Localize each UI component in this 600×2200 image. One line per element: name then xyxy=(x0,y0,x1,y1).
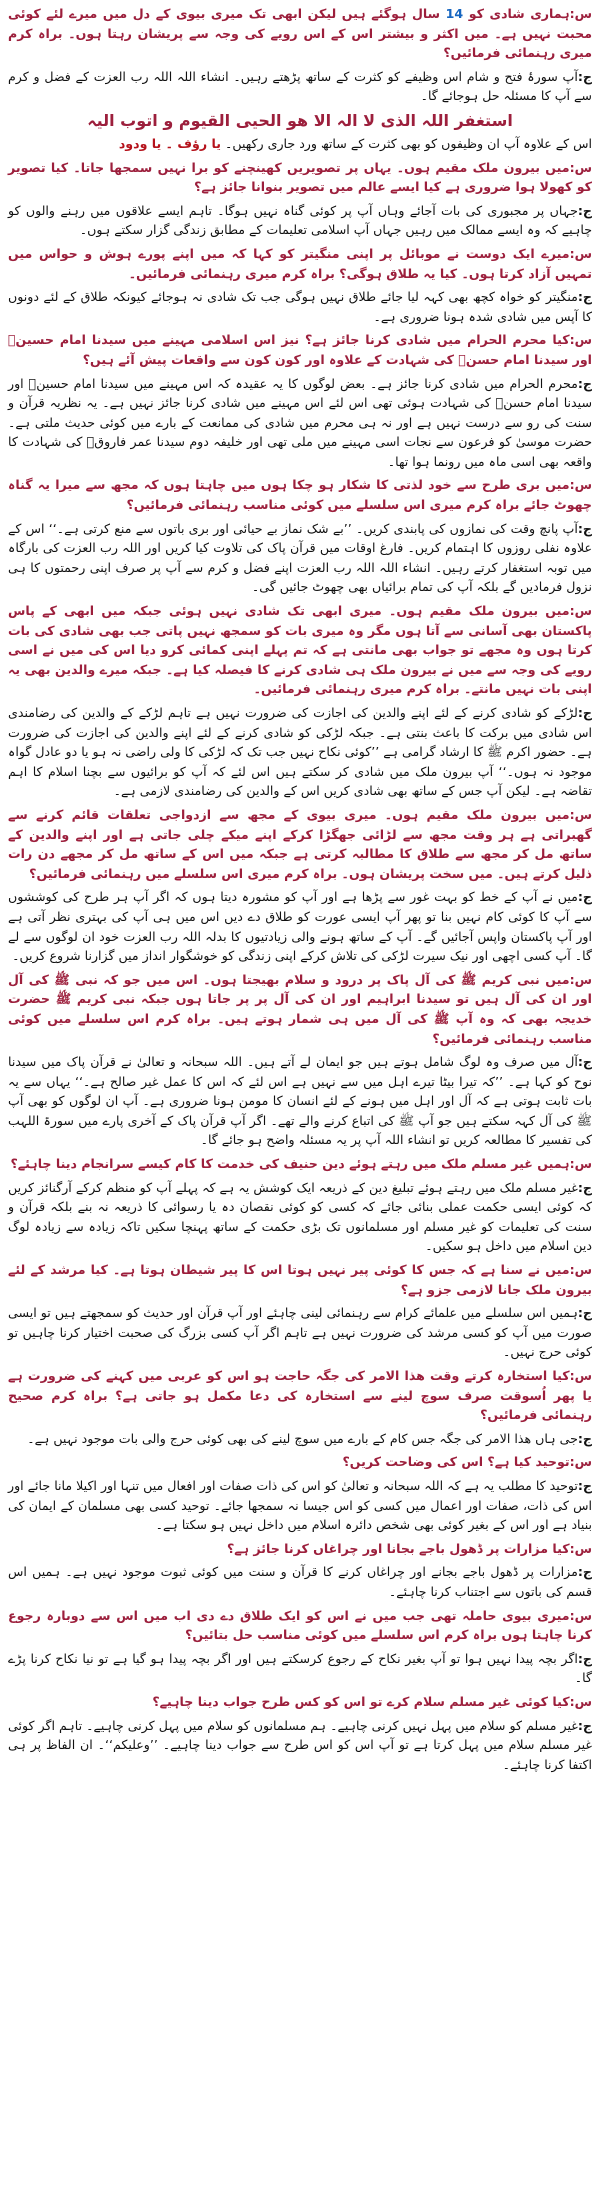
answer-text: غیر مسلم ملک میں رہتے ہوئے تبلیغ دین کے ذریعہ ایک کوشش یہ ہے کہ پہلے آپ کو منظم کرکے آرگنائز کریں کہ کوئی ایسی حکمت عملی بنائی جائے کہ کسی کو کوئی نقصان دہ یا رسوائی کا ذریعہ نہ بنے بلکہ قرآن و سنت کی تعلیمات کو غیر مسلم اور مسلمانوں تک بڑی حکمت کے ساتھ پہنچا سکیں تاکہ زیادہ سے زیادہ لوگ دین اسلام میں داخل ہو سکیں۔ xyxy=(8,1179,592,1254)
question-marker: س: xyxy=(569,1156,592,1172)
answer-marker: ج: xyxy=(577,68,592,84)
question-text: ہماری شادی کو xyxy=(463,6,570,21)
highlighted-number: 14 xyxy=(445,6,464,21)
question-marker: س: xyxy=(569,1540,592,1556)
question-marker: س: xyxy=(569,1368,592,1383)
answer-marker: ج: xyxy=(577,1477,592,1493)
answer-text: منگیتر کو خواہ کچھ بھی کہہ لیا جائے طلاق نہیں ہوگی جب تک شادی نہ ہوجائے کیونکہ طلاق کے لئے دونوں کا آپس میں شادی شدہ ہونا ضروری ہے۔ xyxy=(8,289,592,324)
answer-paragraph xyxy=(8,1716,592,1775)
answer-paragraph xyxy=(8,374,592,472)
answer-text: توحید کا مطلب یہ ہے کہ اللہ سبحانہ و تعالیٰ کو اس کی ذات صفات اور افعال میں تنہا اور اکیلا مانا جائے اور اس کی ذات، صفات اور اعمال میں کسی کو اس جیسا نہ سمجھا جائے۔ توحید کسی بھی مسلمان کے ایمان کی بنیاد ہے اور اس کے بغیر کوئی بھی شخص دائرہ اسلام میں داخل نہیں ہو سکتا ہے۔ xyxy=(8,1477,592,1533)
question-paragraph xyxy=(8,1539,592,1559)
question-paragraph xyxy=(8,1260,592,1299)
question-paragraph xyxy=(8,1452,592,1472)
answer-text: مزارات پر ڈھول باجے بجانے اور چراغاں کرنے کا قرآن و سنت میں کوئی ثبوت موجود نہیں ہے۔ ہمیں اس قسم کی باتوں سے اجتناب کرنا چاہئے۔ xyxy=(8,1564,592,1599)
answer-marker: ج: xyxy=(577,1717,592,1733)
answer-marker: ج: xyxy=(577,1179,592,1195)
question-paragraph xyxy=(8,158,592,197)
question-marker: س: xyxy=(569,477,592,493)
question-paragraph xyxy=(8,330,592,369)
answer-text: میں نے آپ کے خط کو بہت غور سے پڑھا ہے اور آپ کو مشورہ دیتا ہوں کہ اگر آپ ہر طرح کی کوششوں سے آپ کا کوئی کام نہیں بنا تو پھر آپ ایسی عورت کو طلاق دے دیں اس میں ہی آپ کی بہتری نظر آتی ہے اور آپ پاکستان واپس آجائیں گے۔ آپ کے ساتھ ہونے والی زیادتیوں کا بدلہ اللہ رب العزت خود ان لوگوں سے لے گا۔ آپ کسی اچھی اور نیک سیرت لڑکی کی تلاش کرکے اپنی زندگی کو خوشگوار انداز میں گزارنا شروع کریں۔ xyxy=(8,889,592,964)
dua-instruction xyxy=(8,134,592,154)
answer-paragraph xyxy=(8,287,592,326)
answer-marker: ج: xyxy=(577,705,592,720)
answer-marker: ج: xyxy=(577,1430,592,1446)
answer-text: ہمیں اس سلسلے میں علمائے کرام سے رہنمائی لینی چاہئے اور آپ قرآن اور حدیث کو سمجھتے ہیں تو ایسی صورت میں آپ کو کسی مرشد کی ضرورت نہیں ہے تاہم اگر آپ کسی بزرگ کی صحبت اختیار کرنا چاہیں تو کوئی حرج نہیں۔ xyxy=(8,1305,592,1360)
answer-text: آپ پانچ وقت کی نمازوں کی پابندی کریں۔ ’’بے شک نماز بے حیائی اور بری باتوں سے منع کرتی ہے۔‘‘ اس کے علاوہ نفلی روزوں کا اہتمام کریں۔ فارغ اوقات میں قرآن پاک کی تلاوت کیا کریں اور اللہ رب العزت کی بارگاہ میں توبہ استغفار کرتے رہیں۔ انشاء اللہ اللہ رب العزت اپنے فضل و کرم سے آپ پر صرف اپنی رحمتوں کا ہی نزول فرمادیں گے بلکہ آپ کی تمام برائیاں بھی چھوٹ جائیں گی۔ xyxy=(8,520,592,595)
answer-marker: ج: xyxy=(577,1564,592,1580)
question-marker: س: xyxy=(569,806,592,822)
answer-paragraph xyxy=(8,703,592,801)
answer-paragraph xyxy=(8,1649,592,1688)
question-text: میں بری طرح سے خود لذتی کا شکار ہو چکا ہوں میں چاہتا ہوں کہ مجھ سے میرا یہ گناہ چھوٹ جائے براہ کرم میری اس سلسلے میں کوئی مناسب رہنمائی فرمائیں؟ xyxy=(8,477,592,513)
answer-paragraph xyxy=(8,1178,592,1256)
question-marker: س: xyxy=(569,6,592,21)
question-marker: س: xyxy=(569,332,592,348)
question-text: توحید کیا ہے؟ اس کی وضاحت کریں؟ xyxy=(342,1454,570,1470)
question-text: میرے ایک دوست نے موبائل پر اپنی منگیتر کو کہا کہ میں اپنے پورے ہوش و حواس میں تمہیں آزاد کرتا ہوں۔ کیا یہ طلاق ہوگی؟ براہ کرم میری رہنمائی فرمائیں۔ xyxy=(8,245,592,281)
answer-paragraph xyxy=(8,201,592,240)
answer-marker: ج: xyxy=(577,1650,592,1666)
question-paragraph xyxy=(8,601,592,699)
question-text: میں نبی کریم ﷺ کی آل پاک پر درود و سلام بھیجتا ہوں۔ اس میں جو کہ نبی ﷺ کی آل اور ان کی آل ہیں تو سیدنا ابراہیم اور ان کی آل پر پر جاتا ہوں جبکہ نبی کریم ﷺ حضرت خدیجہ بھی کہ وہ آپ ﷺ کی آل میں ہی شمار ہوتے ہیں۔ براہ کرم اس سلسلے میں کوئی مناسب رہنمائی فرمائیں؟ xyxy=(8,971,592,1046)
answer-text: جی ہاں ھذا الامر کی جگہ جس کام کے بارے میں سوچ لینے کی بھی کوئی حرج والی بات موجود نہیں ہے۔ xyxy=(27,1430,578,1446)
question-marker: س: xyxy=(569,971,592,987)
question-text: میں بیرون ملک مقیم ہوں۔ میری بیوی کے مجھ سے ازدواجی تعلقات قائم کرنے سے گھبراتی ہے ہر وقت مجھ سے لڑائی جھگڑا کرکے اپنے میکے چلی جاتی ہے اور اپنے والدین کے ساتھ مل کر مجھ سے طلاق کا مطالبہ کرتی ہے جبکہ میں اس کے ساتھ مل کر مجھے دن رات ذلیل کرتے ہیں۔ میں سخت پریشان ہوں۔ براہ کرم میری اس سلسلے میں رہنمائی فرمائیں؟ xyxy=(8,806,592,881)
answer-paragraph xyxy=(8,1562,592,1601)
question-text: سال ہوگئے ہیں لیکن ابھی تک میری بیوی کے دل میں میرے لئے کوئی محبت نہیں ہے۔ میں اکثر و بیشتر اس کے اس رویے کی وجہ سے پریشان رہتا ہوں۔ براہ کرم میری رہنمائی فرمائیں؟ xyxy=(8,6,592,61)
dua-instruction-text: اس کے علاوہ آپ ان وظیفوں کو بھی کثرت کے ساتھ ورد جاری رکھیں۔ xyxy=(220,135,592,151)
answer-paragraph xyxy=(8,1052,592,1150)
dua-arabic-text: استغفر اللہ الذی لا الہ الا ھو الحیی القیوم و اتوب الیہ xyxy=(87,110,513,130)
answer-marker: ج: xyxy=(577,889,592,905)
question-text: میں نے سنا ہے کہ جس کا کوئی پیر نہیں ہوتا اس کا پیر شیطان ہوتا ہے۔ کیا مرشد کے لئے بیرون ملک جانا لازمی جزو ہے؟ xyxy=(8,1262,592,1297)
answer-text: لڑکے کو شادی کرنے کے لئے اپنے والدین کی اجازت کی ضرورت نہیں ہے تاہم لڑکے کے والدین کی رضامندی اس شادی میں برکت کا باعث بنتی ہے۔ جبکہ لڑکی کو شادی کرنے کے لئے اپنے والدین کی اجازت کی ضرورت ہے۔ حضور اکرم ﷺ کا ارشاد گرامی ہے ’’کوئی نکاح نہیں جب تک کہ لڑکی کا ولی راضی نہ ہو یا دو عادل گواہ موجود نہ ہوں۔‘‘ آپ بیرون ملک میں شادی کر سکتے ہیں اس لئے کہ آپ کو برائیوں سے بچنا اسلام کا اہم تقاضہ ہے۔ لیکن آپ جس کے ساتھ بھی شادی کریں اس کے والدین کی رضامندی لازمی ہے۔ xyxy=(8,705,592,799)
answer-paragraph xyxy=(8,1429,592,1449)
question-marker: س: xyxy=(569,159,592,175)
question-marker: س: xyxy=(569,1262,592,1278)
question-paragraph xyxy=(8,475,592,514)
answer-text: جہاں پر مجبوری کی بات آجائے وہاں آپ پر کوئی گناہ نہیں ہوگا۔ تاہم ایسے علاقوں میں رہنے والوں کو چاہیے کہ وہ ایسے ممالک میں رہیں جہاں آپ اسلامی تعلیمات کے مطابق زندگی گزار سکتے ہوں۔ xyxy=(8,202,592,238)
question-paragraph xyxy=(8,970,592,1048)
dua-names: یا رؤف ۔ یا ودود xyxy=(118,135,221,151)
question-marker: س: xyxy=(569,603,592,619)
answer-paragraph xyxy=(8,1303,592,1362)
answer-text: آپ سورۂ فتح و شام اس وظیفے کو کثرت کے ساتھ پڑھتے رہیں۔ انشاء اللہ اللہ رب العزت کے فضل و کرم سے آپ کا مسئلہ حل ہوجائے گا۔ xyxy=(8,68,592,104)
question-paragraph xyxy=(8,1366,592,1425)
answer-marker: ج: xyxy=(577,1305,592,1321)
question-paragraph xyxy=(8,1692,592,1712)
question-paragraph xyxy=(8,1154,592,1174)
question-text: کیا استخارہ کرتے وقت ھذا الامر کی جگہ حاجت ہو اس کو عربی میں کہنے کی ضرورت ہے یا پھر اُسوقت صرف سوچ لینے سے استخارہ کی دعا مکمل ہو جاتی ہے؟ براہ کرم صحیح رہنمائی فرمائیں؟ xyxy=(8,1368,592,1423)
question-text: میں بیرون ملک مقیم ہوں۔ میری ابھی تک شادی نہیں ہوئی جبکہ میں ابھی کے پاس پاکستان بھی آسانی سے آتا ہوں مگر وہ میری بات کو سمجھ نہیں پاتی جب بھی شادی کی بات کرتا ہوں وہ مجھے تو جواب بھی مانتی ہے کہ تم پہلے اپنی کمائی کرو دیا اس کی میں نے اسی رویے کی وجہ سے میں نے بیرون ملک ہی شادی کرنے کا فیصلہ کیا ہے۔ جبکہ میرے والدین بھی یہ اپنی بات نہیں مانتے۔ براہ کرم میری رہنمائی فرمائیں۔ xyxy=(8,603,592,697)
question-paragraph xyxy=(8,1606,592,1645)
question-marker: س: xyxy=(569,1607,592,1623)
question-text: کیا مزارات پر ڈھول باجے بجانا اور چراغاں کرنا جائز ہے؟ xyxy=(226,1540,570,1556)
answer-paragraph xyxy=(8,1476,592,1535)
answer-marker: ج: xyxy=(577,202,592,218)
answer-text: آل میں صرف وہ لوگ شامل ہوتے ہیں جو ایمان لے آتے ہیں۔ اللہ سبحانہ و تعالیٰ نے قرآن پاک میں سیدنا نوح کو کہا ہے۔ ’’کہ تیرا بیٹا تیرے اہل میں سے نہیں ہے اس لئے کہ اس کا عمل غیر صالح ہے۔‘‘ یہاں سے یہ بات ثابت ہوتی ہے کہ آل اور اہل میں ہونے کے لئے انسان کا مومن ہونا ضروری ہے۔ آپ ان لوگوں کو بھی آپ ﷺ کی آل کہہ سکتے ہیں جو آپ ﷺ کی اتباع کرنے والے تھے۔ اگر آپ قرآن پاک کے آخری پارے میں سورۃ اللہب کی تفسیر کا مطالعہ کریں تو انشاء اللہ آپ پر یہ مسئلہ واضح ہو جائے گا۔ xyxy=(8,1054,592,1148)
answer-marker: ج: xyxy=(577,375,592,391)
question-text: ہمیں غیر مسلم ملک میں رہتے ہوئے دین حنیف کی خدمت کا کام کیسے سرانجام دینا چاہئے؟ xyxy=(10,1156,570,1172)
answer-paragraph xyxy=(8,67,592,106)
question-marker: س: xyxy=(569,1454,592,1470)
answer-text: اگر بچہ پیدا نہیں ہوا تو آپ بغیر نکاح کے رجوع کرسکتے ہیں اور اگر بچہ پیدا ہو گیا ہے تو نیا نکاح کرنا پڑے گا۔ xyxy=(8,1650,592,1686)
answer-text: محرم الحرام میں شادی کرنا جائز ہے۔ بعض لوگوں کا یہ عقیدہ کہ اس مہینے میں سیدنا امام حسینؓ اور سیدنا امام حسنؓ کی شہادت ہوئی تھی اس لئے اس مہینے میں شادی کرنا جائز نہیں ہے۔ یہ نظریہ قرآن و سنت کی رو سے درست نہیں ہے اور نہ ہی محرم میں شادی کی ممانعت کے بارے میں کوئی حدیث ملتی ہے۔ حضرت موسیٰ کو فرعون سے نجات اسی مہینے میں ملی تھی اور خلیفہ دوم سیدنا عمر فاروقؓ کی شہادت کا واقعہ بھی اسی ماہ میں رونما ہوا تھا۔ xyxy=(8,375,592,469)
answer-paragraph xyxy=(8,519,592,597)
question-text: میں بیرون ملک مقیم ہوں۔ یہاں پر تصویریں کھینچنے کو برا نہیں سمجھا جاتا۔ کیا تصویر کو کھولا ہوا ضروری ہے کیا ایسے عالم میں تصویر بنوانا جائز ہے؟ xyxy=(8,159,592,195)
question-paragraph xyxy=(8,244,592,283)
question-text: کیا کوئی غیر مسلم سلام کرے تو اس کو کس طرح جواب دینا چاہیے؟ xyxy=(152,1693,570,1709)
answer-marker: ج: xyxy=(577,1054,592,1070)
answer-marker: ج: xyxy=(577,520,592,536)
question-text: میری بیوی حاملہ تھی جب میں نے اس کو ایک طلاق دے دی اب میں اس سے دوبارہ رجوع کرنا چاہتا ہوں براہ کرم اس سلسلے میں کوئی مناسب حل بتائیں؟ xyxy=(8,1607,592,1643)
question-text: کیا محرم الحرام میں شادی کرنا جائز ہے؟ نیز اس اسلامی مہینے میں سیدنا امام حسینؓ اور سیدنا امام حسنؓ کی شہادت کے علاوہ اور کون کون سے واقعات پیش آئے ہیں؟ xyxy=(8,332,592,367)
answer-marker: ج: xyxy=(577,289,592,305)
question-marker: س: xyxy=(569,1693,592,1709)
question-paragraph xyxy=(8,4,592,63)
question-marker: س: xyxy=(569,245,592,261)
answer-paragraph xyxy=(8,887,592,965)
question-paragraph xyxy=(8,805,592,883)
answer-text: غیر مسلم کو سلام میں پہل نہیں کرنی چاہیے۔ ہم مسلمانوں کو سلام میں پہل کرنی چاہیے۔ تاہم اگر کوئی غیر مسلم سلام میں پہل کرتا ہے تو آپ اس کو اس طرح سے جواب دینا چاہیے۔ ’’وعلیکم‘‘۔ ان الفاظ پر ہی اکتفا کرنا چاہئے۔ xyxy=(8,1717,592,1772)
